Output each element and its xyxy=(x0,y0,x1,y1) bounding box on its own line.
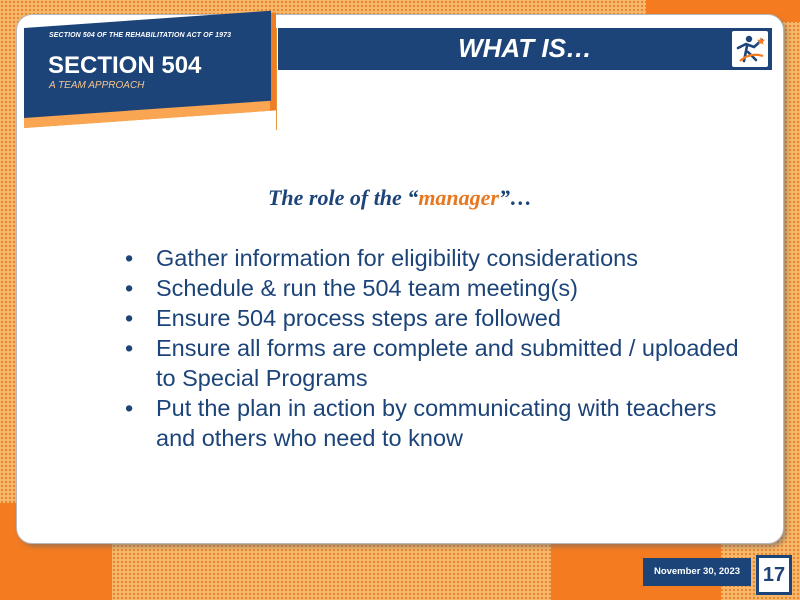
list-item xyxy=(123,393,743,453)
runner-logo-graphic xyxy=(732,31,768,67)
list-item xyxy=(123,243,743,273)
role-heading-suffix: ”… xyxy=(499,185,532,210)
list-item-text: Ensure all forms are complete and submitted / uploaded to Special Programs xyxy=(156,335,739,391)
list-item xyxy=(123,303,743,333)
list-item-text: Put the plan in action by communicating with teachers and others who need to know xyxy=(156,395,717,451)
list-item-text: Schedule & run the 504 team meeting(s) xyxy=(156,275,578,301)
list-item-text: Ensure 504 process steps are followed xyxy=(156,305,561,331)
footer-date: November 30, 2023 xyxy=(643,558,751,586)
brand-act-label: SECTION 504 OF THE REHABILITATION ACT OF 1973 xyxy=(49,32,232,39)
responsibility-list xyxy=(123,243,743,453)
bullet-dot: • xyxy=(125,245,134,271)
page-number: 17 xyxy=(756,555,792,595)
list-item xyxy=(123,273,743,303)
bullet-dot: • xyxy=(125,275,134,301)
slide-title: WHAT IS… xyxy=(458,33,592,63)
list-item xyxy=(123,333,743,393)
bullet-dot: • xyxy=(125,395,134,421)
list-item-text: Gather information for eligibility considerations xyxy=(156,245,638,271)
brand-subtitle: A TEAM APPROACH xyxy=(49,80,145,91)
bullet-dot: • xyxy=(125,335,134,361)
runner-logo-icon xyxy=(732,31,768,67)
role-heading-prefix: The role of the “ xyxy=(267,185,419,210)
brand-title: SECTION 504 xyxy=(48,52,202,79)
header-bar xyxy=(278,28,772,70)
role-heading xyxy=(0,185,800,211)
bullet-dot: • xyxy=(125,305,134,331)
brand-divider xyxy=(276,28,277,130)
role-heading-highlight: manager xyxy=(418,185,499,210)
